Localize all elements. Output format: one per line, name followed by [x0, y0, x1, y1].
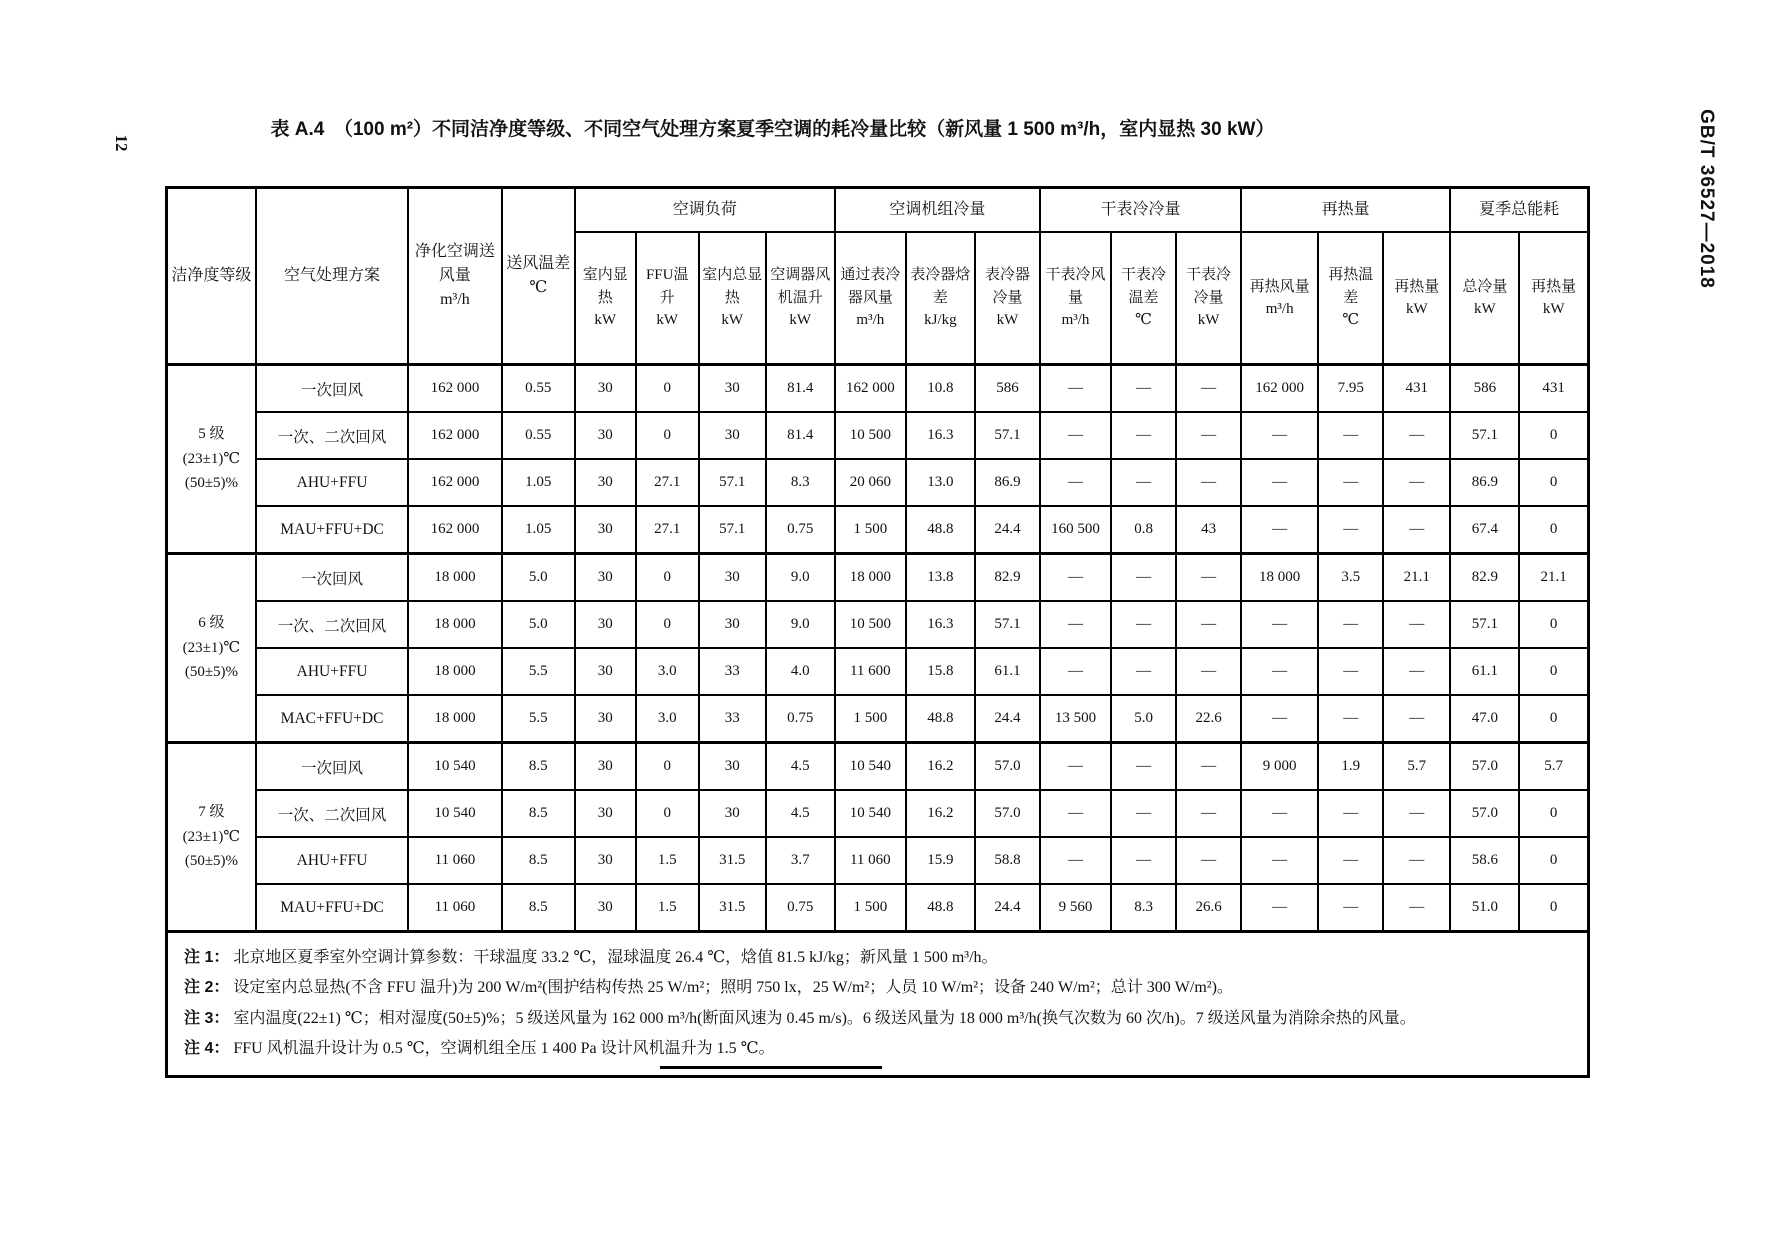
sub-col-header: 干表冷温差 ℃: [1111, 232, 1176, 365]
value-cell: 33: [699, 695, 766, 743]
value-cell: —: [1040, 648, 1111, 695]
value-cell: 8.3: [1111, 884, 1176, 932]
table-row: [167, 506, 1589, 554]
value-cell: —: [1040, 743, 1111, 791]
value-cell: 1 500: [835, 506, 906, 554]
value-cell: 0.8: [1111, 506, 1176, 554]
value-cell: 5.0: [502, 601, 575, 648]
value-cell: 4.0: [766, 648, 835, 695]
value-cell: 81.4: [766, 365, 835, 413]
note-2-text: 设定室内总显热(不含 FFU 温升)为 200 W/m²(围护结构传热 25 W/m²；照明 750 lx，25 W/m²；人员 10 W/m²；设备 240 W/m²；总计 300 W/m²)。: [233, 979, 1233, 997]
value-cell: 57.0: [1450, 743, 1519, 791]
scheme-cell: AHU+FFU: [256, 837, 408, 884]
value-cell: 27.1: [636, 506, 699, 554]
temp-diff-label: 送风温差: [506, 255, 571, 272]
value-cell: —: [1318, 601, 1383, 648]
value-cell: 162 000: [408, 365, 501, 413]
value-cell: 57.1: [1450, 601, 1519, 648]
value-cell: 30: [575, 554, 636, 602]
value-cell: 586: [975, 365, 1040, 413]
value-cell: 57.1: [975, 601, 1040, 648]
value-cell: —: [1318, 837, 1383, 884]
value-cell: 0: [1519, 837, 1588, 884]
value-cell: 0.75: [766, 695, 835, 743]
sub-col-header: 再热量 kW: [1519, 232, 1588, 365]
group-header-reheat: 再热量: [1241, 188, 1450, 233]
value-cell: 0: [1519, 601, 1588, 648]
value-cell: 1.05: [502, 506, 575, 554]
note-4-text: FFU 风机温升设计为 0.5 ℃，空调机组全压 1 400 Pa 设计风机温升为 1.5 ℃。: [233, 1040, 775, 1058]
value-cell: 30: [699, 554, 766, 602]
value-cell: 22.6: [1176, 695, 1241, 743]
sub-col-header: 再热风量 m³/h: [1241, 232, 1318, 365]
value-cell: 30: [699, 790, 766, 837]
value-cell: 1 500: [835, 884, 906, 932]
col-header-temp-diff: [502, 188, 575, 365]
value-cell: —: [1176, 743, 1241, 791]
notes-cell: [167, 932, 1589, 1077]
value-cell: 10 540: [408, 743, 501, 791]
sub-col-header: 室内显热 kW: [575, 232, 636, 365]
table-row: [167, 743, 1589, 791]
value-cell: —: [1383, 601, 1450, 648]
value-cell: 18 000: [408, 554, 501, 602]
value-cell: 0: [636, 554, 699, 602]
value-cell: 8.5: [502, 743, 575, 791]
value-cell: 47.0: [1450, 695, 1519, 743]
temp-diff-unit: ℃: [529, 279, 548, 296]
scheme-cell: 一次回风: [256, 365, 408, 413]
value-cell: 30: [575, 506, 636, 554]
value-cell: 5.5: [502, 648, 575, 695]
value-cell: 30: [575, 790, 636, 837]
value-cell: 162 000: [408, 412, 501, 459]
value-cell: 8.5: [502, 790, 575, 837]
value-cell: 9.0: [766, 554, 835, 602]
value-cell: 18 000: [1241, 554, 1318, 602]
value-cell: 30: [575, 884, 636, 932]
scheme-cell: AHU+FFU: [256, 648, 408, 695]
scheme-cell: 一次回风: [256, 554, 408, 602]
value-cell: 30: [575, 743, 636, 791]
sub-col-header: 再热量 kW: [1383, 232, 1450, 365]
value-cell: 160 500: [1040, 506, 1111, 554]
table-row: [167, 412, 1589, 459]
value-cell: 1.5: [636, 837, 699, 884]
scheme-cell: 一次、二次回风: [256, 790, 408, 837]
table-note-1: [184, 943, 1577, 973]
value-cell: 11 060: [408, 837, 501, 884]
value-cell: 0: [636, 743, 699, 791]
value-cell: 10 540: [835, 790, 906, 837]
value-cell: 31.5: [699, 884, 766, 932]
table-row: [167, 648, 1589, 695]
value-cell: 15.8: [906, 648, 975, 695]
value-cell: 48.8: [906, 884, 975, 932]
value-cell: 30: [575, 601, 636, 648]
value-cell: —: [1383, 884, 1450, 932]
value-cell: —: [1111, 648, 1176, 695]
value-cell: 24.4: [975, 884, 1040, 932]
value-cell: —: [1241, 884, 1318, 932]
note-4-label: 注 4：: [184, 1040, 230, 1058]
value-cell: 57.0: [975, 743, 1040, 791]
table-row: [167, 601, 1589, 648]
page-title: 表 A.4 （100 m²）不同洁净度等级、不同空气处理方案夏季空调的耗冷量比较（新风量 1 500 m³/h，室内显热 30 kW）: [270, 119, 1275, 140]
value-cell: 86.9: [975, 459, 1040, 506]
value-cell: 18 000: [408, 648, 501, 695]
value-cell: 48.8: [906, 695, 975, 743]
value-cell: 30: [699, 365, 766, 413]
value-cell: 162 000: [408, 506, 501, 554]
value-cell: 61.1: [1450, 648, 1519, 695]
value-cell: 57.1: [1450, 412, 1519, 459]
value-cell: —: [1318, 459, 1383, 506]
comparison-table: [165, 186, 1590, 1078]
value-cell: 5.5: [502, 695, 575, 743]
value-cell: 8.3: [766, 459, 835, 506]
scheme-cell: MAU+FFU+DC: [256, 506, 408, 554]
value-cell: 82.9: [1450, 554, 1519, 602]
table-row: [167, 837, 1589, 884]
table-row: [167, 790, 1589, 837]
value-cell: —: [1111, 601, 1176, 648]
value-cell: 0: [1519, 648, 1588, 695]
value-cell: —: [1383, 790, 1450, 837]
table-note-2: [184, 973, 1577, 1003]
value-cell: —: [1040, 412, 1111, 459]
value-cell: 30: [575, 695, 636, 743]
value-cell: 13.8: [906, 554, 975, 602]
value-cell: 1.05: [502, 459, 575, 506]
value-cell: 10 540: [835, 743, 906, 791]
sub-col-header: 室内总显热 kW: [699, 232, 766, 365]
col-header-cleanliness-level: 洁净度等级: [167, 188, 256, 365]
value-cell: 0: [1519, 506, 1588, 554]
value-cell: —: [1383, 695, 1450, 743]
note-1-text: 北京地区夏季室外空调计算参数：干球温度 33.2 ℃，湿球温度 26.4 ℃，焓值 81.5 kJ/kg；新风量 1 500 m³/h。: [233, 949, 998, 966]
value-cell: —: [1176, 554, 1241, 602]
value-cell: 30: [575, 365, 636, 413]
value-cell: 57.1: [699, 459, 766, 506]
value-cell: 3.7: [766, 837, 835, 884]
table-header: [167, 188, 1589, 365]
value-cell: —: [1318, 790, 1383, 837]
table-row: [167, 554, 1589, 602]
table-notes: [167, 932, 1589, 1077]
value-cell: —: [1111, 412, 1176, 459]
value-cell: —: [1241, 837, 1318, 884]
value-cell: 3.5: [1318, 554, 1383, 602]
value-cell: 0.75: [766, 506, 835, 554]
sub-col-header: 空调器风机温升 kW: [766, 232, 835, 365]
sub-col-header: 干表冷冷量 kW: [1176, 232, 1241, 365]
value-cell: —: [1241, 790, 1318, 837]
scheme-cell: MAU+FFU+DC: [256, 884, 408, 932]
value-cell: 30: [575, 648, 636, 695]
value-cell: 5.0: [502, 554, 575, 602]
col-header-supply-air: [408, 188, 501, 365]
value-cell: —: [1318, 648, 1383, 695]
value-cell: 0: [1519, 884, 1588, 932]
value-cell: 0: [1519, 695, 1588, 743]
value-cell: 0.55: [502, 412, 575, 459]
value-cell: —: [1241, 412, 1318, 459]
value-cell: 1.9: [1318, 743, 1383, 791]
table-note-4: [184, 1034, 1577, 1064]
group-header-ac-load: 空调负荷: [575, 188, 835, 233]
value-cell: 51.0: [1450, 884, 1519, 932]
value-cell: 57.1: [699, 506, 766, 554]
value-cell: 10 540: [408, 790, 501, 837]
value-cell: 0: [1519, 790, 1588, 837]
value-cell: 30: [575, 837, 636, 884]
value-cell: 24.4: [975, 506, 1040, 554]
value-cell: —: [1111, 554, 1176, 602]
value-cell: —: [1383, 459, 1450, 506]
value-cell: 18 000: [835, 554, 906, 602]
value-cell: —: [1383, 837, 1450, 884]
value-cell: —: [1111, 837, 1176, 884]
value-cell: 5.7: [1383, 743, 1450, 791]
cleanliness-level-cell: 5 级 (23±1)℃ (50±5)%: [167, 365, 256, 554]
value-cell: —: [1318, 506, 1383, 554]
value-cell: 27.1: [636, 459, 699, 506]
sub-col-header: 表冷器焓差 kJ/kg: [906, 232, 975, 365]
page-number: 12: [112, 134, 131, 152]
cleanliness-level-cell: 6 级 (23±1)℃ (50±5)%: [167, 554, 256, 743]
value-cell: 43: [1176, 506, 1241, 554]
value-cell: 431: [1383, 365, 1450, 413]
note-3-label: 注 3：: [184, 1009, 230, 1027]
value-cell: 26.6: [1176, 884, 1241, 932]
table-row: [167, 459, 1589, 506]
value-cell: 24.4: [975, 695, 1040, 743]
note-1-label: 注 1：: [184, 949, 230, 966]
value-cell: —: [1383, 506, 1450, 554]
value-cell: 5.7: [1519, 743, 1588, 791]
value-cell: 61.1: [975, 648, 1040, 695]
value-cell: —: [1040, 601, 1111, 648]
value-cell: 58.8: [975, 837, 1040, 884]
sub-col-header: 干表冷风量 m³/h: [1040, 232, 1111, 365]
value-cell: —: [1040, 790, 1111, 837]
value-cell: 57.1: [975, 412, 1040, 459]
value-cell: 4.5: [766, 790, 835, 837]
value-cell: 30: [699, 743, 766, 791]
value-cell: —: [1318, 884, 1383, 932]
group-header-dry-coil-cooling: 干表冷冷量: [1040, 188, 1241, 233]
note-2-label: 注 2：: [184, 979, 230, 997]
supply-air-unit: m³/h: [440, 291, 470, 308]
value-cell: 18 000: [408, 695, 501, 743]
value-cell: —: [1111, 365, 1176, 413]
value-cell: —: [1176, 412, 1241, 459]
value-cell: 11 600: [835, 648, 906, 695]
value-cell: 8.5: [502, 837, 575, 884]
value-cell: 11 060: [835, 837, 906, 884]
value-cell: 9 000: [1241, 743, 1318, 791]
value-cell: 30: [699, 601, 766, 648]
value-cell: 16.3: [906, 601, 975, 648]
value-cell: 15.9: [906, 837, 975, 884]
table-row: [167, 884, 1589, 932]
value-cell: 30: [575, 459, 636, 506]
value-cell: 16.2: [906, 790, 975, 837]
value-cell: 82.9: [975, 554, 1040, 602]
value-cell: —: [1383, 648, 1450, 695]
sub-col-header: 总冷量 kW: [1450, 232, 1519, 365]
value-cell: 21.1: [1383, 554, 1450, 602]
value-cell: —: [1176, 790, 1241, 837]
value-cell: 10 500: [835, 412, 906, 459]
value-cell: 30: [575, 412, 636, 459]
value-cell: —: [1241, 601, 1318, 648]
sub-col-header: 通过表冷器风量 m³/h: [835, 232, 906, 365]
value-cell: 1 500: [835, 695, 906, 743]
value-cell: 1.5: [636, 884, 699, 932]
value-cell: 431: [1519, 365, 1588, 413]
table-row: [167, 365, 1589, 413]
value-cell: 0.75: [766, 884, 835, 932]
value-cell: 48.8: [906, 506, 975, 554]
scheme-cell: AHU+FFU: [256, 459, 408, 506]
value-cell: —: [1318, 695, 1383, 743]
value-cell: 4.5: [766, 743, 835, 791]
group-header-ahu-cooling: 空调机组冷量: [835, 188, 1040, 233]
scheme-cell: 一次、二次回风: [256, 601, 408, 648]
value-cell: 11 060: [408, 884, 501, 932]
value-cell: 31.5: [699, 837, 766, 884]
value-cell: 16.2: [906, 743, 975, 791]
value-cell: 0: [1519, 412, 1588, 459]
value-cell: 10.8: [906, 365, 975, 413]
value-cell: —: [1040, 459, 1111, 506]
value-cell: 5.0: [1111, 695, 1176, 743]
value-cell: 21.1: [1519, 554, 1588, 602]
scheme-cell: 一次、二次回风: [256, 412, 408, 459]
value-cell: —: [1111, 459, 1176, 506]
value-cell: 3.0: [636, 695, 699, 743]
value-cell: 30: [699, 412, 766, 459]
value-cell: 0: [636, 365, 699, 413]
table-note-3: [184, 1004, 1577, 1034]
scheme-cell: 一次回风: [256, 743, 408, 791]
cleanliness-level-cell: 7 级 (23±1)℃ (50±5)%: [167, 743, 256, 932]
value-cell: 162 000: [835, 365, 906, 413]
value-cell: 586: [1450, 365, 1519, 413]
value-cell: 57.0: [975, 790, 1040, 837]
value-cell: —: [1040, 837, 1111, 884]
value-cell: —: [1111, 743, 1176, 791]
value-cell: —: [1040, 554, 1111, 602]
group-header-summer-total-energy: 夏季总能耗: [1450, 188, 1588, 233]
value-cell: 58.6: [1450, 837, 1519, 884]
value-cell: 10 500: [835, 601, 906, 648]
value-cell: 8.5: [502, 884, 575, 932]
value-cell: 86.9: [1450, 459, 1519, 506]
sub-col-header: 再热温差 ℃: [1318, 232, 1383, 365]
value-cell: —: [1176, 601, 1241, 648]
value-cell: —: [1241, 506, 1318, 554]
value-cell: 162 000: [1241, 365, 1318, 413]
value-cell: —: [1111, 790, 1176, 837]
value-cell: 13 500: [1040, 695, 1111, 743]
value-cell: 20 060: [835, 459, 906, 506]
end-of-text-rule: [660, 1066, 882, 1069]
value-cell: 0: [636, 790, 699, 837]
value-cell: —: [1241, 648, 1318, 695]
value-cell: 33: [699, 648, 766, 695]
value-cell: 18 000: [408, 601, 501, 648]
table-body: [167, 365, 1589, 932]
value-cell: —: [1176, 648, 1241, 695]
value-cell: 3.0: [636, 648, 699, 695]
value-cell: 7.95: [1318, 365, 1383, 413]
value-cell: 67.4: [1450, 506, 1519, 554]
note-3-text: 室内温度(22±1) ℃；相对湿度(50±5)%；5 级送风量为 162 000 m³/h(断面风速为 0.45 m/s)。6 级送风量为 18 000 m³/h(换气次数为 60 次/h)。7 级送风量为消除余热的风量。: [233, 1009, 1416, 1027]
supply-air-label: 净化空调送风量: [414, 243, 495, 284]
value-cell: 13.0: [906, 459, 975, 506]
value-cell: —: [1383, 412, 1450, 459]
value-cell: —: [1318, 412, 1383, 459]
value-cell: —: [1176, 837, 1241, 884]
table-row: [167, 695, 1589, 743]
value-cell: 9 560: [1040, 884, 1111, 932]
value-cell: —: [1176, 365, 1241, 413]
value-cell: —: [1241, 695, 1318, 743]
value-cell: —: [1040, 365, 1111, 413]
value-cell: 0: [1519, 459, 1588, 506]
value-cell: —: [1176, 459, 1241, 506]
value-cell: 9.0: [766, 601, 835, 648]
sub-col-header: FFU温升 kW: [636, 232, 699, 365]
value-cell: 0: [636, 601, 699, 648]
col-header-air-treatment-scheme: 空气处理方案: [256, 188, 408, 365]
value-cell: 81.4: [766, 412, 835, 459]
value-cell: —: [1241, 459, 1318, 506]
sub-col-header: 表冷器冷量 kW: [975, 232, 1040, 365]
standard-code: GB/T 36527—2018: [1696, 109, 1717, 289]
value-cell: 16.3: [906, 412, 975, 459]
value-cell: 162 000: [408, 459, 501, 506]
value-cell: 0: [636, 412, 699, 459]
scheme-cell: MAC+FFU+DC: [256, 695, 408, 743]
value-cell: 57.0: [1450, 790, 1519, 837]
value-cell: 0.55: [502, 365, 575, 413]
